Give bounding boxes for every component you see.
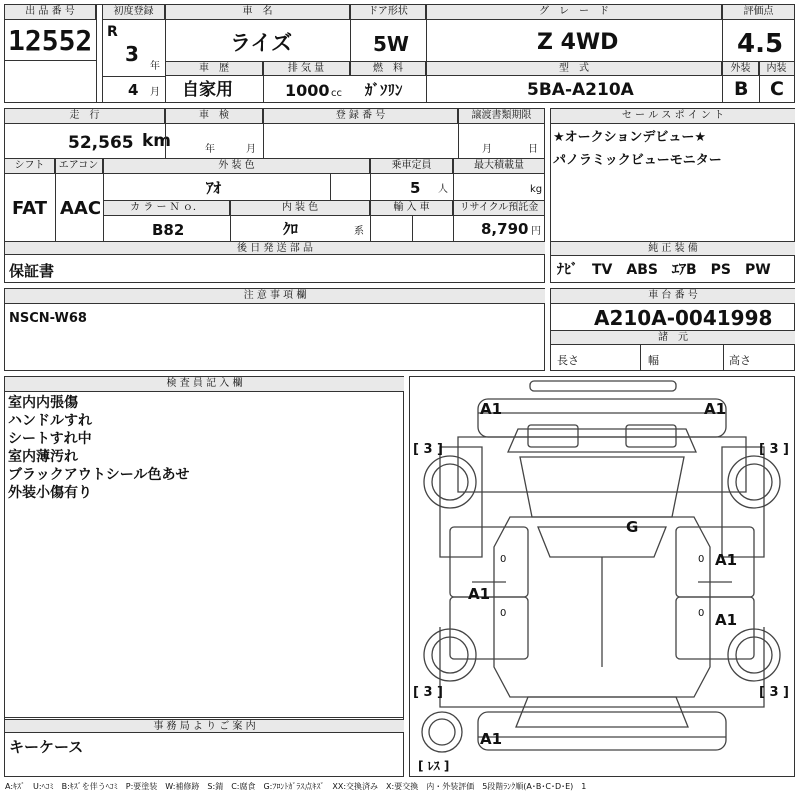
lot-number: 12552 — [8, 24, 93, 57]
int-color-unit: 系 — [354, 226, 364, 237]
shift-label: シフト — [5, 159, 55, 174]
inspection-label: 車 検 — [166, 109, 263, 124]
interior-label: 内装 — [759, 61, 795, 76]
history-label: 車 歴 — [166, 61, 263, 76]
spare-tire: [ ﾚｽ ] — [418, 759, 450, 773]
inspection-month-unit: 月 — [246, 144, 256, 155]
office-note: キーケース — [9, 738, 84, 756]
score: 4.5 — [737, 29, 784, 59]
first-reg-label: 初度登録 — [103, 5, 165, 20]
ac-label: エアコン — [55, 159, 103, 174]
equipment: ﾅﾋﾞ TV ABS ｴｱB PS PW — [557, 262, 771, 278]
import-label: 輸 入 車 — [371, 201, 453, 216]
later-parts: 保証書 — [9, 262, 55, 280]
sales-point-2: パノラミックビューモニター — [553, 153, 722, 168]
first-reg-month: 4 — [128, 81, 139, 99]
recycle-label: リサイクル預託金 — [454, 201, 545, 216]
transfer-day-unit: 日 — [528, 144, 538, 155]
displacement-unit: cc — [331, 88, 342, 99]
equipment-label: 純 正 装 備 — [551, 242, 795, 256]
inspector-line-2: ハンドルすれ — [8, 413, 92, 429]
mark-right-rear: 0 — [698, 608, 705, 619]
notes: NSCN-W68 — [9, 311, 87, 326]
later-parts-box — [4, 254, 545, 283]
tire-rear-right: [ 3 ] — [759, 685, 789, 700]
car-name: ライズ — [230, 31, 293, 55]
later-parts-label: 後 日 発 送 部 品 — [5, 242, 545, 255]
damage-front-left: A1 — [480, 400, 503, 418]
first-reg-year: 3 — [125, 42, 139, 66]
inspector-line-5: ブラックアウトシール色あせ — [8, 467, 190, 483]
door-label: ドア形状 — [351, 5, 426, 20]
mileage-unit: km — [142, 131, 172, 151]
recycle-fee: 8,790 — [481, 220, 529, 238]
transfer-label: 譲渡書類期限 — [459, 109, 545, 124]
chassis-label: 車 台 番 号 — [551, 289, 795, 304]
load-unit: kg — [530, 184, 543, 195]
mileage-label: 走 行 — [5, 109, 165, 124]
model-label: 型 式 — [427, 61, 722, 76]
damage-right-front-door: A1 — [715, 551, 738, 569]
transfer-month-unit: 月 — [482, 144, 492, 155]
year-unit: 年 — [150, 61, 160, 72]
exterior-label: 外装 — [723, 61, 759, 76]
mark-left: 0 — [500, 554, 507, 565]
mileage: 52,565 — [68, 133, 134, 153]
month-unit: 月 — [150, 87, 160, 98]
shift: FAT — [12, 198, 48, 219]
color-no: B82 — [152, 221, 185, 239]
fuel-label: 燃 料 — [350, 61, 426, 76]
model-code: 5BA-A210A — [527, 80, 634, 100]
score-label: 評価点 — [723, 5, 795, 20]
dims-height: 高さ — [729, 354, 751, 367]
history: 自家用 — [182, 80, 233, 100]
sales-points-label: セ ー ル ス ポ イ ン ト — [551, 109, 795, 124]
inspector-line-6: 外装小傷有り — [8, 485, 92, 501]
era: R — [107, 24, 118, 40]
int-color-label: 内 装 色 — [231, 201, 370, 216]
reg-no-label: 登 録 番 号 — [264, 109, 458, 124]
capacity: 5 — [410, 179, 421, 197]
car-outline — [410, 377, 794, 776]
damage-diagram — [409, 376, 795, 777]
displacement: 1000 — [285, 81, 330, 100]
grade: Z 4WD — [537, 30, 619, 55]
damage-left-rear-door: A1 — [468, 585, 491, 603]
sales-point-1: ★オークションデビュー★ — [553, 130, 707, 145]
inspector-label: 検 査 員 記 入 欄 — [5, 377, 404, 392]
color-no-label: カ ラ ー Ｎ ｏ． — [104, 201, 230, 216]
mark-right: 0 — [698, 554, 705, 565]
capacity-unit: 人 — [438, 184, 448, 195]
damage-legend: A:ｷｽﾞ U:ﾍｺﾐ B:ｷｽﾞを伴うﾍｺﾐ P:要塗装 W:補修跡 S:錆 C:腐食 G:ﾌﾛﾝﾄｶﾞﾗｽ点ｷｽﾞ XX:交換済み X:要交換 内・外装評価 5段階ﾗﾝｸ順(A･B･C･D･E) 1 — [5, 782, 587, 791]
aircon: AAC — [60, 198, 102, 219]
office-label: 事 務 局 よ り ご 案 内 — [5, 719, 404, 733]
damage-windshield: G — [626, 518, 639, 536]
grade-label: グ レ ー ド — [427, 5, 722, 20]
fuel: ｶﾞｿﾘﾝ — [365, 81, 403, 99]
lot-number-label: 出 品 番 号 — [5, 5, 96, 20]
tire-front-right: [ 3 ] — [759, 442, 789, 457]
damage-right-rear-door: A1 — [715, 611, 738, 629]
displacement-label: 排 気 量 — [263, 61, 350, 76]
capacity-label: 乗車定員 — [371, 159, 453, 174]
inspection-year-unit: 年 — [205, 144, 215, 155]
dims-width: 幅 — [648, 354, 659, 367]
dims-length: 長さ — [557, 354, 579, 367]
sales-points-block — [550, 108, 795, 242]
car-name-label: 車 名 — [166, 5, 350, 20]
load-label: 最大積載量 — [454, 159, 545, 174]
ext-color: ｱｵ — [206, 179, 222, 197]
chassis-number: A210A-0041998 — [594, 306, 773, 330]
damage-front-right: A1 — [704, 400, 727, 418]
notes-label: 注 意 事 項 欄 — [5, 289, 545, 304]
ext-color-label: 外 装 色 — [104, 159, 370, 174]
interior-grade: C — [770, 78, 784, 100]
dims-label: 諸 元 — [551, 330, 795, 345]
inspector-line-4: 室内薄汚れ — [8, 449, 78, 465]
door-type: 5W — [373, 32, 409, 56]
tire-front-left: [ 3 ] — [413, 442, 443, 457]
damage-rear: A1 — [480, 730, 503, 748]
vehicle-detail-block — [4, 108, 545, 254]
exterior-grade: B — [734, 78, 749, 100]
int-color: ｸﾛ — [283, 220, 299, 238]
inspector-line-3: シートすれ中 — [8, 431, 92, 447]
mark-left-rear: 0 — [500, 608, 507, 619]
inspector-line-1: 室内内張傷 — [8, 395, 78, 411]
recycle-unit: 円 — [531, 226, 541, 237]
tire-rear-left: [ 3 ] — [413, 685, 443, 700]
